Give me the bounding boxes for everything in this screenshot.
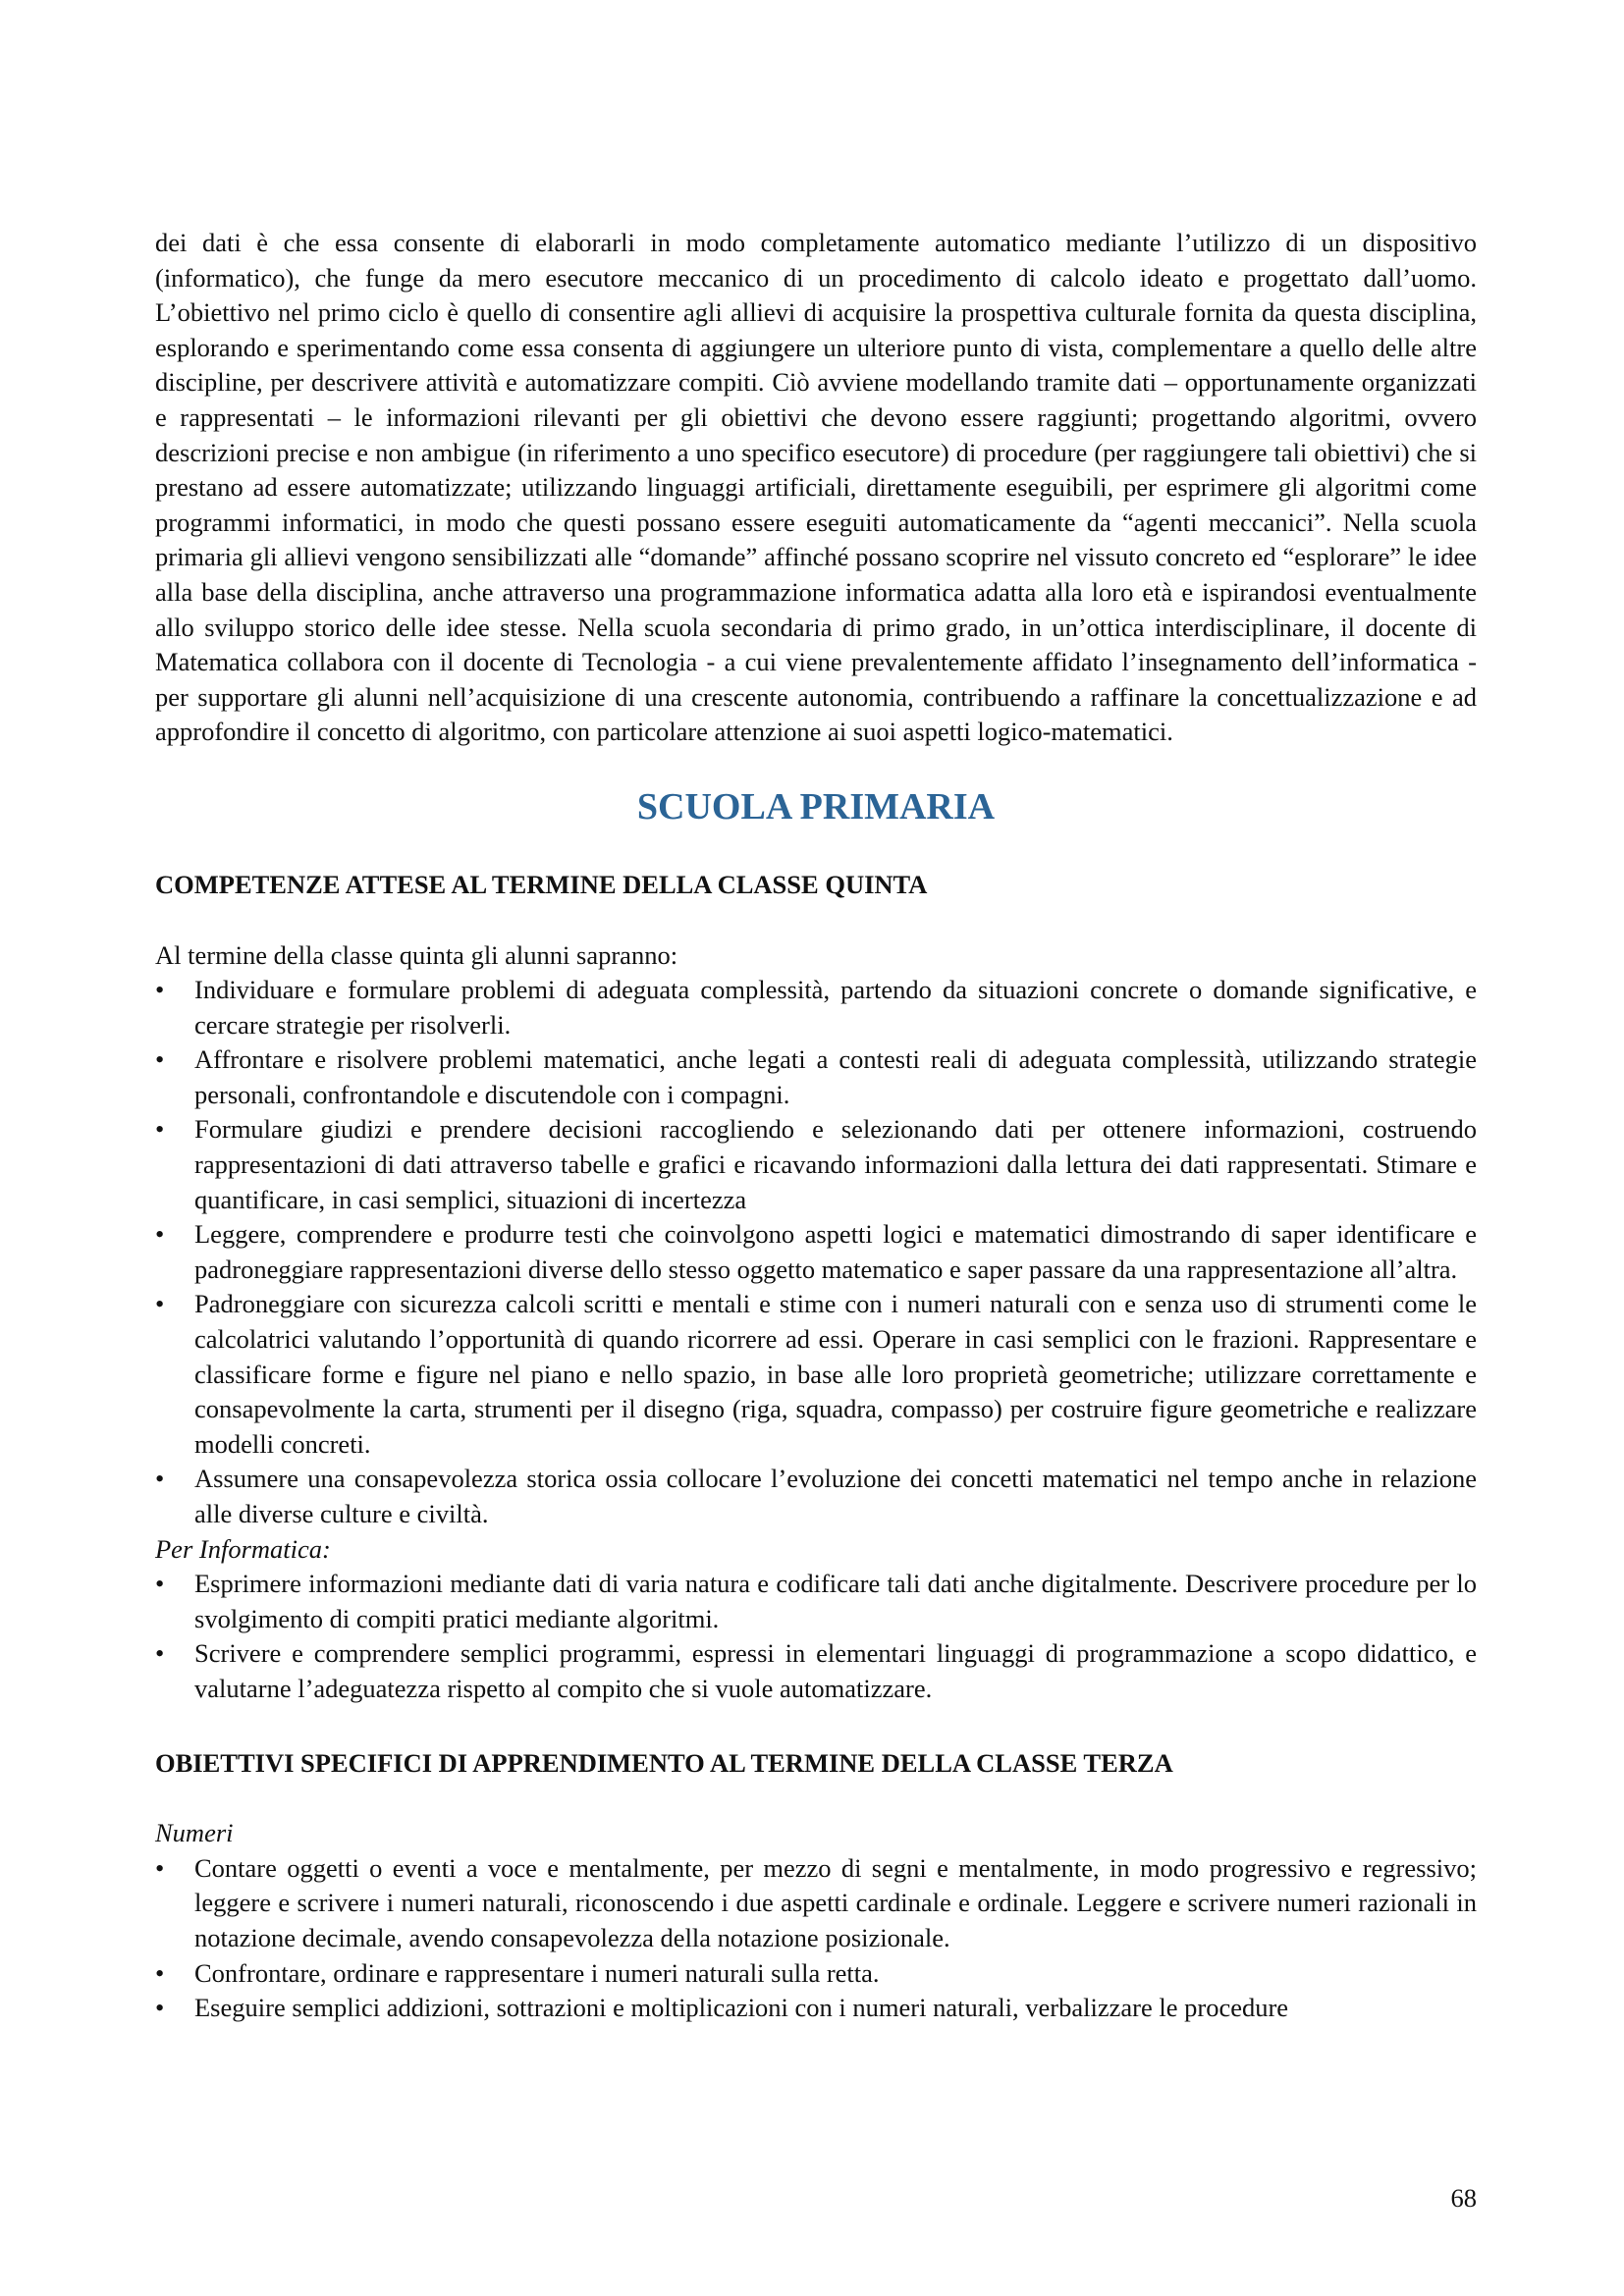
list-item [155,1991,1477,2026]
list-item [155,1636,1477,1706]
intro-paragraph: dei dati è che essa consente di elaborarli in modo completamente automatico mediante l’utilizzo di un dispositivo (informatico), che funge da mero esecutore meccanico di un procedimento di calcolo ideato e progettato dall’uomo. L’obiettivo nel primo ciclo è quello di consentire agli allievi di acquisire la prospettiva culturale fornita da questa disciplina, esplorando e sperimentando come essa consenta di aggiungere un ulteriore punto di vista, complementare a quello delle altre discipline, per descrivere attività e automatizzare compiti. Ciò avviene modellando tramite dati – opportunamente organizzati e rappresentati – le informazioni rilevanti per gli obiettivi che devono essere raggiunti; progettando algoritmi, ovvero descrizioni precise e non ambigue (in riferimento a uno specifico esecutore) di procedure (per raggiungere tali obiettivi) che si prestano ad essere automatizzate; utilizzando linguaggi artificiali, direttamente eseguibili, per esprimere gli algoritmi come programmi informatici, in modo che questi possano essere eseguiti automaticamente da “agenti meccanici”. Nella scuola primaria gli allievi vengono sensibilizzati alle “domande” affinché possano scoprire nel vissuto concreto ed “esplorare” le idee alla base della disciplina, anche attraverso una programmazione informatica adatta alla loro età e ispirandosi eventualmente allo sviluppo storico delle idee stesse. Nella scuola secondaria di primo grado, in un’ottica interdisciplinare, il docente di Matematica collabora con il docente di Tecnologia - a cui viene prevalentemente affidato l’insegnamento dell’informatica - per supportare gli alunni nell’acquisizione di una crescente autonomia, contribuendo a raffinare la concettualizzazione e ad approfondire il concetto di algoritmo, con particolare attenzione ai suoi aspetti logico-matematici. [155,228,1477,747]
list-item-text: Formulare giudizi e prendere decisioni raccogliendo e selezionando dati per ottenere informazioni, costruendo rappresentazioni di dati attraverso tabelle e grafici e ricavando informazioni dalla lettura dei dati rappresentati. Stimare e quantificare, in casi semplici, situazioni di incertezza [194,1114,1477,1214]
list-item [155,1217,1477,1287]
list-item-text: Esprimere informazioni mediante dati di varia natura e codificare tali dati anche digitalmente. Descrivere procedure per lo svolgimento di compiti pratici mediante algoritmi. [194,1569,1477,1633]
list-item-text: Contare oggetti o eventi a voce e mentalmente, per mezzo di segni e mentalmente, in modo progressivo e regressivo; leggere e scrivere i numeri naturali, riconoscendo i due aspetti cardinale e ordinale. Leggere e scrivere numeri razionali in notazione decimale, avendo consapevolezza della notazione posizionale. [194,1852,1477,1952]
list-item [155,1042,1477,1112]
competenze-heading: COMPETENZE ATTESE AL TERMINE DELLA CLASSE QUINTA [155,869,928,899]
document-page [155,226,1477,2026]
list-item-text: Padroneggiare con sicurezza calcoli scritti e mentali e stime con i numeri naturali con e senza uso di strumenti come le calcolatrici valutando l’opportunità di quando ricorrere ad essi. Operare in casi semplici con le frazioni. Rappresentare e classificare forme e figure nel piano e nello spazio, in base alle loro proprietà geometriche; utilizzare correttamente e consapevolmente la carta, strumenti per il disegno (riga, squadra, compasso) per costruire figure geometriche e realizzare modelli concreti. [194,1289,1477,1459]
list-item-text: Affrontare e risolvere problemi matematici, anche legati a contesti reali di adeguata complessità, utilizzando strategie personali, confrontandole e discutendole con i compagni. [194,1044,1477,1109]
list-item [155,1956,1477,1992]
list-item-text: Individuare e formulare problemi di adeguata complessità, partendo da situazioni concrete o domande significative, e cercare strategie per risolverli. [194,975,1477,1040]
list-item [155,1567,1477,1636]
list-item-text: Eseguire semplici addizioni, sottrazioni e moltiplicazioni con i numeri naturali, verbalizzare le procedure [194,1993,1289,2023]
list-item-text: Leggere, comprendere e produrre testi che coinvolgono aspetti logici e matematici dimostrando di saper identificare e padroneggiare rappresentazioni diverse dello stesso oggetto matematico e saper passare da una rappresentazione all’altra. [194,1219,1477,1284]
list-item [155,973,1477,1042]
page-number: 68 [1450,2183,1477,2213]
bullet-icon: • [155,1464,165,1494]
bullet-icon: • [155,1993,165,2023]
competenze-list [155,973,1477,1532]
bullet-icon: • [155,1852,165,1883]
bullet-icon: • [155,975,165,1005]
list-item [155,1462,1477,1531]
informatica-label: Per Informatica: [155,1533,331,1564]
list-item-text: Confrontare, ordinare e rappresentare i numeri naturali sulla retta. [194,1957,880,1988]
competenze-intro: Al termine della classe quinta gli alunni sapranno: [155,939,678,970]
bullet-icon: • [155,1044,165,1075]
list-item [155,1287,1477,1462]
list-item [155,1851,1477,1956]
numeri-label: Numeri [155,1818,234,1848]
obiettivi-heading: OBIETTIVI SPECIFICI DI APPRENDIMENTO AL TERMINE DELLA CLASSE TERZA [155,1747,1173,1778]
bullet-icon: • [155,1219,165,1250]
bullet-icon: • [155,1114,165,1145]
informatica-list [155,1567,1477,1706]
list-item [155,1112,1477,1217]
bullet-icon: • [155,1569,165,1599]
section-title: SCUOLA PRIMARIA [636,785,996,828]
bullet-icon: • [155,1638,165,1669]
bullet-icon: • [155,1289,165,1319]
list-item-text: Scrivere e comprendere semplici programmi, espressi in elementari linguaggi di programmazione a scopo didattico, e valutarne l’adeguatezza rispetto al compito che si vuole automatizzare. [194,1638,1477,1703]
bullet-icon: • [155,1957,165,1988]
list-item-text: Assumere una consapevolezza storica ossia collocare l’evoluzione dei concetti matematici nel tempo anche in relazione alle diverse culture e civiltà. [194,1464,1477,1528]
numeri-list [155,1851,1477,2026]
